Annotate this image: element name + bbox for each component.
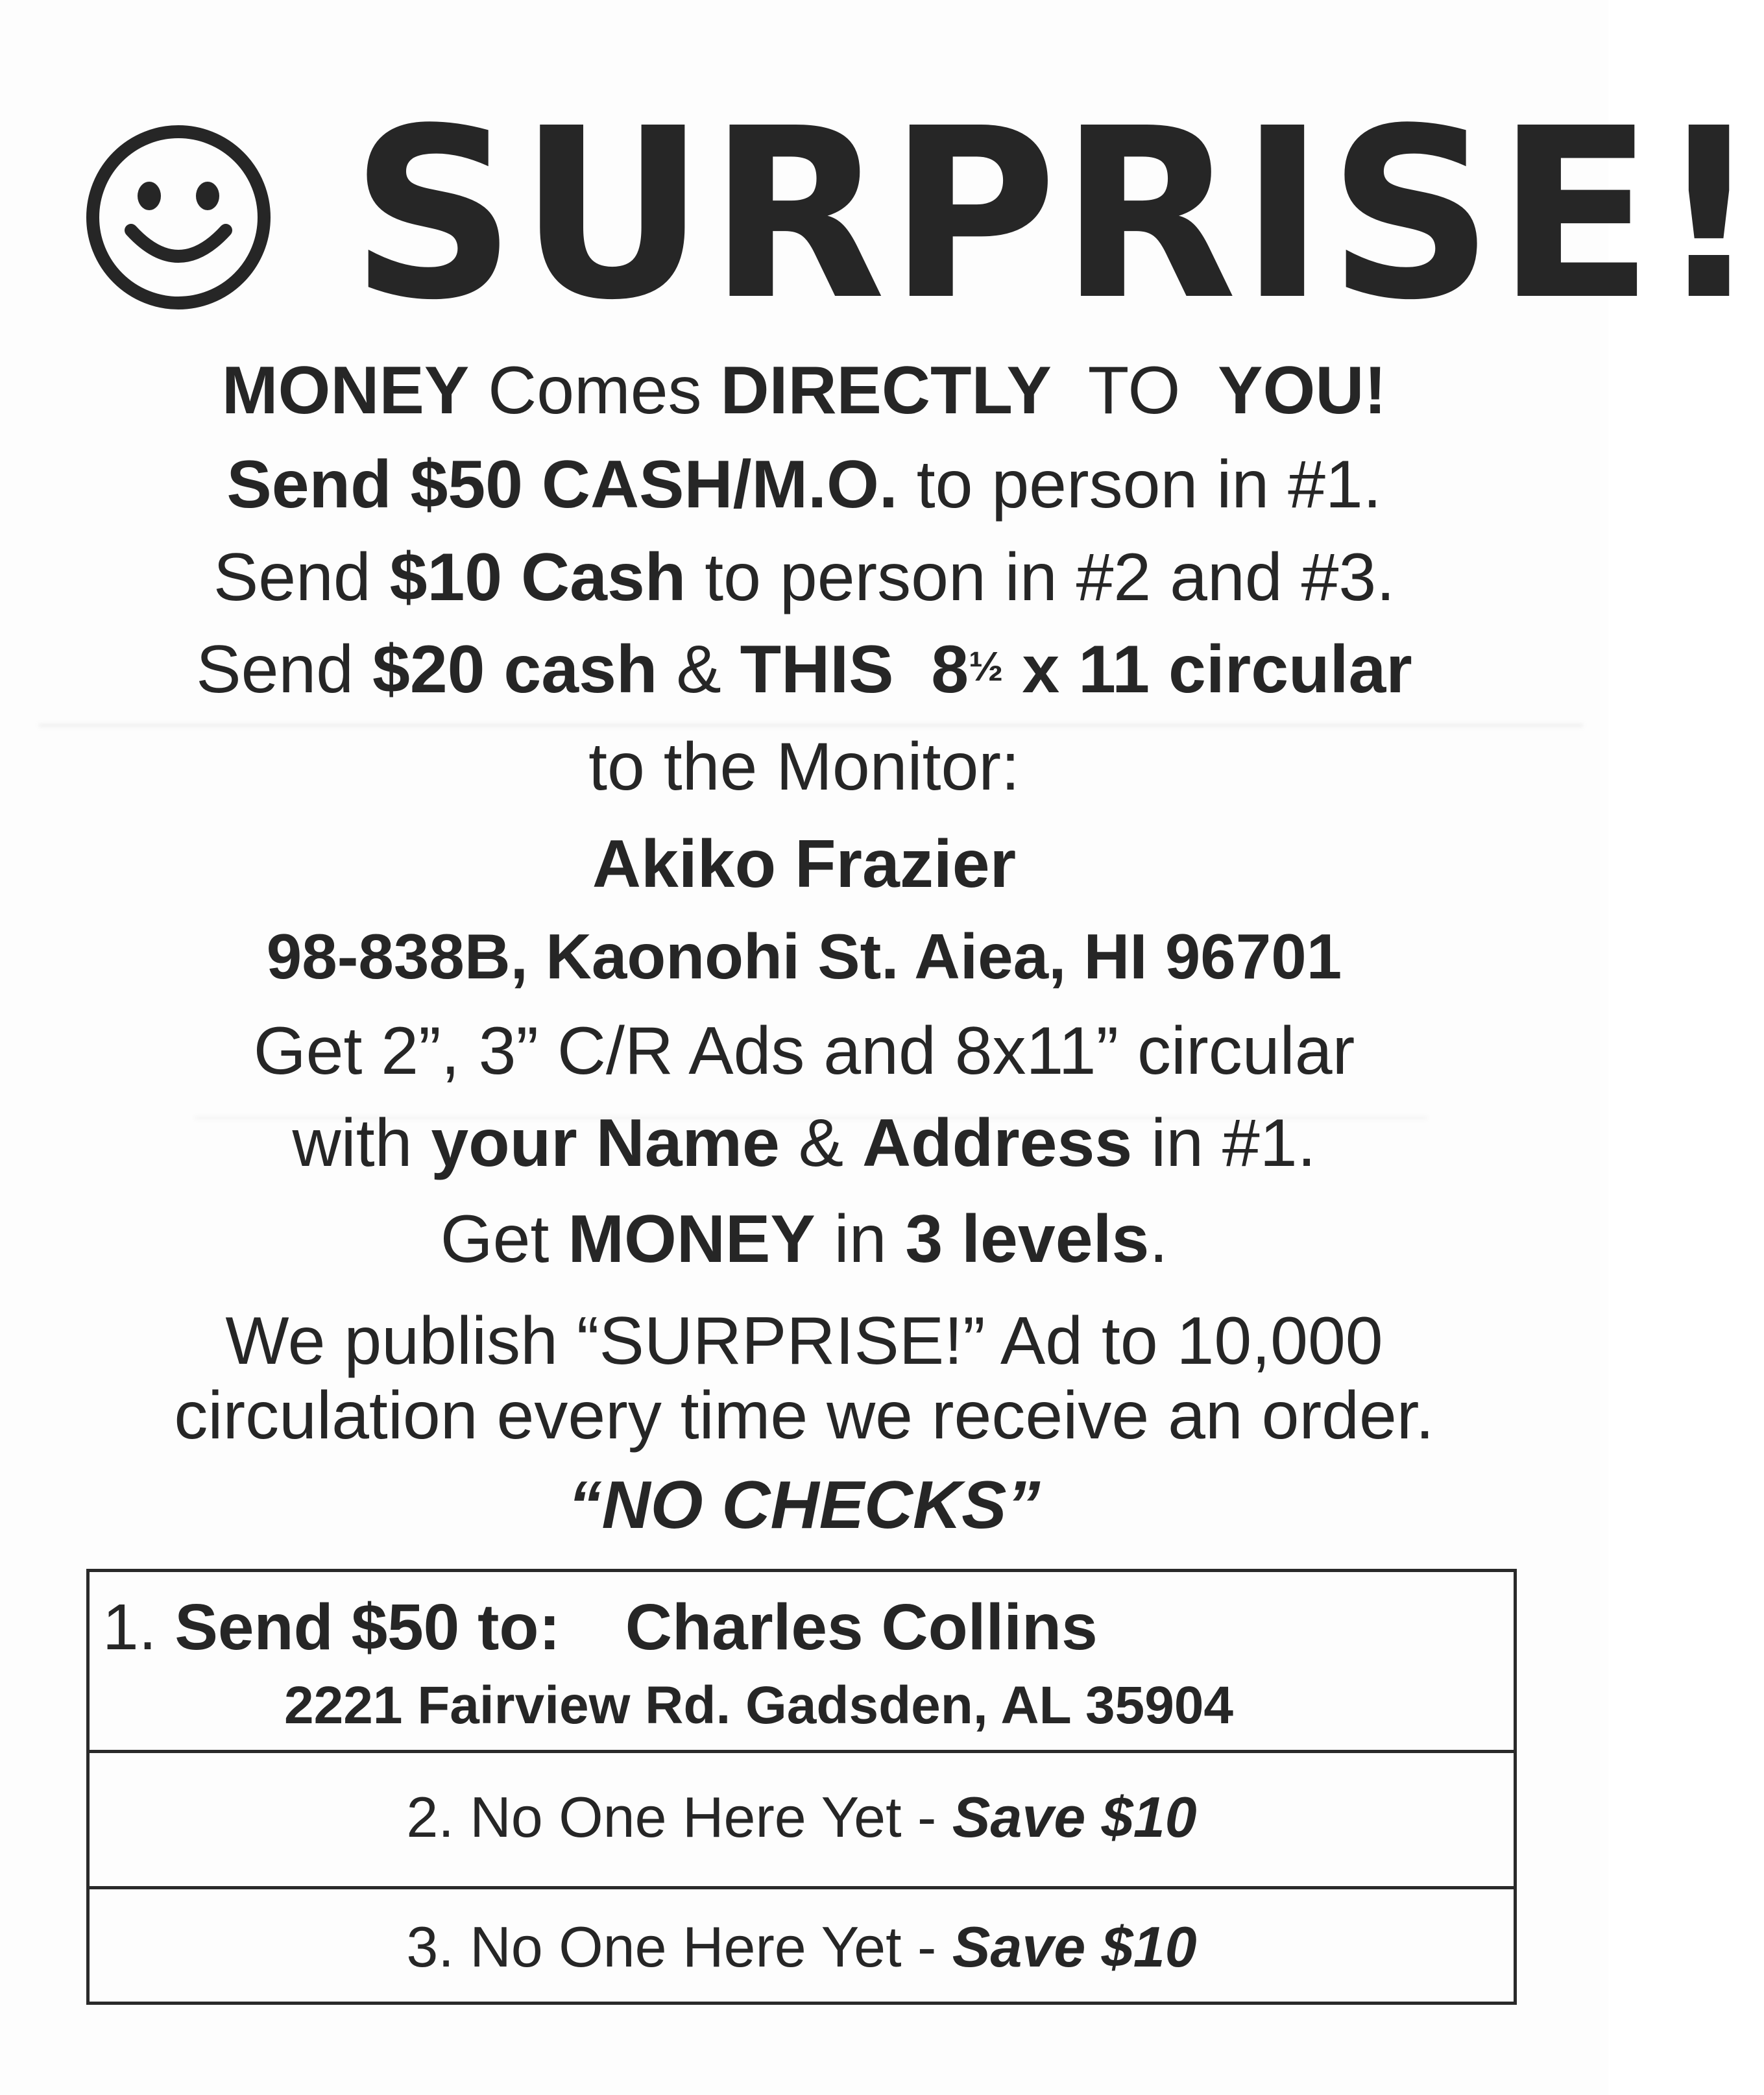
instruction-3-amount: $20 cash: [372, 632, 658, 707]
name-address-name: your Name: [431, 1106, 780, 1181]
tagline-to: TO: [1051, 353, 1218, 428]
levels-count: 3 levels: [905, 1202, 1150, 1277]
row1-label: Send $50 to:: [175, 1591, 561, 1664]
publish-line-2: circulation every time we receive an order.: [174, 1378, 1434, 1453]
row2-text: [90, 1785, 1514, 1849]
row1-address: 2221 Fairview Rd. Gadsden, AL 35904: [284, 1676, 1234, 1735]
no-checks: “NO CHECKS”: [568, 1468, 1041, 1543]
get-ads-line: Get 2”, 3” C/R Ads and 8x11” circular: [253, 1013, 1355, 1089]
instruction-3-and: &: [657, 632, 740, 707]
instruction-2-amount: $10 Cash: [389, 540, 686, 615]
row3-save: Save $10: [952, 1915, 1197, 1979]
row3-text: [90, 1915, 1514, 1979]
instruction-2-send: Send: [213, 540, 390, 615]
name-address-and: &: [779, 1106, 863, 1181]
name-address-line: [0, 1106, 1608, 1181]
monitor-name: Akiko Frazier: [592, 827, 1017, 902]
monitor-address: 98-838B, Kaonohi St. Aiea, HI 96701: [266, 921, 1342, 992]
levels-period: .: [1149, 1202, 1168, 1277]
instruction-2: [0, 540, 1608, 615]
recipient-table: [86, 1569, 1517, 2005]
instruction-1-amount: Send $50 CASH/M.O.: [226, 447, 898, 522]
levels-money: MONEY: [568, 1202, 816, 1277]
headline-title: SURPRISE!: [350, 77, 1764, 352]
levels-get: Get: [440, 1202, 568, 1277]
publish-line-1: We publish “SURPRISE!” Ad to 10,000: [225, 1303, 1383, 1379]
name-address-address: Address: [862, 1106, 1133, 1181]
row1-name: Charles Collins: [625, 1591, 1098, 1664]
table-row: [90, 1572, 1514, 1753]
instruction-3-send: Send: [196, 632, 372, 707]
instruction-3-fraction: ½: [969, 643, 1004, 690]
monitor-label: to the Monitor:: [588, 729, 1020, 805]
headline: [84, 77, 1764, 352]
tagline-comes: Comes: [469, 353, 721, 428]
tagline: [0, 353, 1608, 428]
levels-line: [0, 1202, 1608, 1277]
name-address-in: in #1.: [1132, 1106, 1316, 1181]
tagline-you: YOU!: [1218, 353, 1387, 428]
smiley-face-icon: [84, 123, 272, 311]
row1-number: 1.: [103, 1591, 175, 1664]
paper-crease: [39, 723, 1583, 727]
instruction-3: [0, 632, 1608, 707]
table-row: [90, 1753, 1514, 1889]
row1-line1: [103, 1591, 1098, 1664]
instruction-3-this: THIS 8: [740, 632, 969, 707]
row3-label: 3. No One Here Yet -: [406, 1915, 952, 1979]
instruction-1-target: to person in #1.: [897, 447, 1382, 522]
levels-in: in: [815, 1202, 906, 1277]
name-address-with: with: [292, 1106, 431, 1181]
instruction-3-circular: x 11 circular: [1003, 632, 1412, 707]
tagline-directly: DIRECTLY: [720, 353, 1052, 428]
tagline-money: MONEY: [221, 353, 470, 428]
row2-label: 2. No One Here Yet -: [406, 1785, 952, 1849]
table-row: [90, 1889, 1514, 2005]
instruction-1: [0, 447, 1608, 522]
instruction-2-target: to person in #2 and #3.: [686, 540, 1395, 615]
row2-save: Save $10: [952, 1785, 1197, 1849]
